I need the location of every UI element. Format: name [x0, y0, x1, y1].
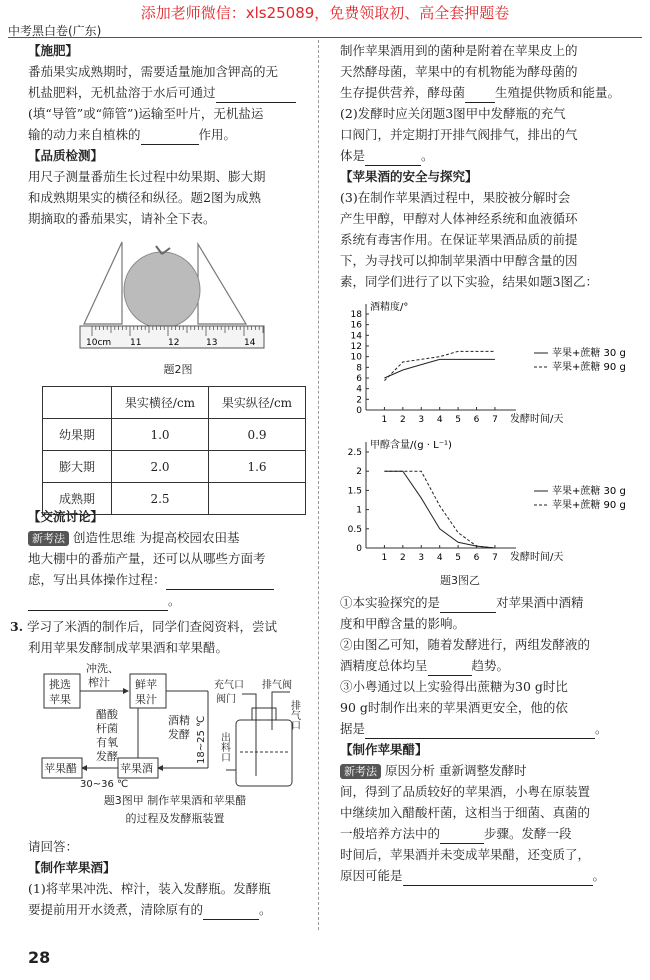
x-tick-label: 1: [381, 415, 388, 425]
right-col-bottom: [340, 592, 638, 886]
q3r-line: 产生甲醇，甲醇对人体神经系统和血液循环: [340, 211, 578, 226]
series-line: [384, 351, 495, 380]
y-tick-label: 8: [356, 363, 362, 374]
y-axis-label: 甲醇含量/(g · L⁻¹): [370, 440, 452, 451]
svg-text:排气口: 排气口: [288, 700, 300, 730]
x-tick-label: 6: [473, 553, 480, 563]
x-tick-label: 1: [381, 553, 388, 563]
svg-text:苹果醋: 苹果醋: [44, 762, 77, 775]
q3r-line: 系统有毒害作用。在保证苹果酒品质的前提: [340, 232, 578, 247]
left-col-top: [28, 40, 310, 229]
y-tick-label: 10: [350, 352, 362, 363]
y-tick-label: 2.5: [347, 448, 362, 458]
exchange-title: 【交流讨论】: [28, 509, 104, 524]
step-wash: 冲洗、: [86, 662, 119, 675]
safety-title: 【苹果酒的安全与探究】: [340, 169, 478, 184]
make-wine-title: 【制作苹果酒】: [28, 860, 116, 875]
y-tick-label: 0: [356, 544, 362, 554]
svg-text:榨汁: 榨汁: [88, 676, 110, 689]
table-cell: 2.0: [112, 451, 209, 483]
alcohol-chart: [338, 298, 638, 434]
new-method-badge: 新考法: [340, 764, 381, 779]
y-tick-label: 0.5: [347, 524, 362, 535]
q4-line: 中继续加入醋酸杆菌，这相当于细菌、真菌的: [340, 805, 591, 820]
y-tick-label: 12: [350, 342, 362, 352]
series-line: [384, 471, 495, 548]
q3-line: 利用苹果发酵制成苹果酒和苹果醋。: [28, 640, 229, 655]
quality-line: 期摘取的番茄果实，请补全下表。: [28, 211, 216, 226]
ruler-label: 13: [206, 338, 218, 348]
q4-line: 时间后，苹果酒并未变成苹果醋，还变质了，: [340, 847, 591, 862]
temp-vinegar: 30~36 ℃: [80, 779, 129, 788]
y-tick-label: 14: [350, 331, 362, 342]
svg-text:出料口: 出料口: [218, 732, 230, 762]
answer-blank[interactable]: [440, 829, 484, 844]
step-ferment: 醋酸: [96, 708, 118, 721]
answer-blank[interactable]: [465, 88, 495, 103]
temp-wine: 18~25 ℃: [196, 715, 207, 764]
table-row: [43, 387, 306, 419]
table-row: [43, 419, 306, 451]
legend-label: 苹果+蔗糖 30 g: [552, 348, 626, 359]
answer-blank[interactable]: [28, 596, 168, 611]
svg-text:发酵: 发酵: [96, 750, 118, 763]
answer-blank[interactable]: [440, 598, 496, 613]
answer-prompt: 请回答：: [28, 839, 79, 854]
ruler-label: 14: [244, 338, 256, 348]
ruler-label: 10cm: [86, 338, 112, 348]
table-cell: 2.5: [112, 483, 209, 515]
fig3a-caption-line: 的过程及发酵瓶装置: [125, 812, 225, 825]
table-cell: 幼果期: [43, 419, 112, 451]
svg-text:鲜苹: 鲜苹: [135, 678, 157, 691]
legend-label: 苹果+蔗糖 90 g: [552, 500, 626, 511]
left-col-mid: [28, 506, 310, 611]
fig2-caption: 题2图: [163, 363, 193, 376]
q3r-line: 下，为寻找可以抑制苹果酒中甲醇含量的因: [340, 253, 578, 268]
x-tick-label: 5: [455, 553, 461, 563]
table-row: [43, 451, 306, 483]
y-tick-label: 6: [356, 374, 362, 384]
exchange-line: 新考法 创造性思维 为提高校园农田基: [28, 527, 310, 548]
q1-line: (1)将苹果冲洗、榨汁，装入发酵瓶。发酵瓶: [28, 881, 271, 896]
y-tick-label: 16: [350, 320, 362, 331]
new-method-badge: 新考法: [28, 531, 69, 546]
quality-line: 和成熟期果实的横径和纵径。题2图为成熟: [28, 190, 261, 205]
answer-blank[interactable]: [403, 871, 593, 886]
answer-blank[interactable]: [428, 661, 472, 676]
x-tick-label: 7: [492, 553, 498, 563]
x-axis-label: 发酵时间/天: [510, 414, 564, 425]
table-cell: 成熟期: [43, 483, 112, 515]
s1-line: ①本实验探究的是 对苹果酒中酒精: [340, 592, 638, 613]
question-number: 3.: [10, 619, 24, 634]
column-divider: [318, 40, 319, 930]
table-header: 果实横径/cm: [112, 387, 209, 419]
methanol-chart: [338, 436, 638, 572]
fermentation-bottle: [226, 692, 292, 786]
q3-line: 3. 学习了米酒的制作后，同学们查阅资料，尝试: [10, 619, 278, 634]
table-header: 果实纵径/cm: [209, 387, 306, 419]
right-line: 天然酵母菌，苹果中的有机物能为酵母菌的: [340, 64, 578, 79]
svg-text:杆菌: 杆菌: [96, 722, 118, 735]
s3-line: ③小粤通过以上实验得出蔗糖为30 g时比: [340, 679, 568, 694]
legend-label: 苹果+蔗糖 90 g: [552, 362, 626, 373]
right-line: 生存提供营养，酵母菌 生殖提供物质和能量。: [340, 82, 638, 103]
x-tick-label: 4: [436, 553, 443, 563]
svg-text:有氧: 有氧: [96, 736, 118, 749]
fig3b-caption: 题3图乙: [440, 574, 480, 587]
svg-text:果汁: 果汁: [135, 693, 157, 706]
y-tick-label: 0: [356, 406, 362, 416]
right-col-top: [340, 40, 638, 292]
q4-line: 新考法 原因分析 重新调整发酵时: [340, 760, 638, 781]
fertilize-line: 番茄果实成熟期时，需要适量施加含钾高的无: [28, 64, 279, 79]
answer-blank[interactable]: [365, 724, 595, 739]
table-cell: 1.0: [112, 419, 209, 451]
fig3a-caption: [40, 792, 310, 828]
y-tick-label: 2: [356, 395, 362, 406]
q1-line: 要提前用开水烫煮，清除原有的 。: [28, 899, 310, 920]
vinegar-title: 【制作苹果醋】: [340, 742, 428, 757]
page-number: 28: [28, 948, 51, 967]
x-axis-label: 发酵时间/天: [510, 552, 564, 563]
fertilize-line: 机盐肥料，无机盐溶于水后可通过: [28, 82, 310, 103]
x-tick-label: 3: [418, 415, 425, 425]
q4-line: 一般培养方法中的 步骤。发酵一段: [340, 823, 638, 844]
q2-line: 体是 。: [340, 145, 638, 166]
table-cell: 0.9: [209, 419, 306, 451]
fertilize-title: 【施肥】: [28, 43, 79, 58]
promo-banner: 添加老师微信：xls25089，免费领取初、高全套押题卷: [140, 4, 510, 22]
table-header: [43, 387, 112, 419]
answer-blank[interactable]: [203, 905, 259, 920]
y-tick-label: 18: [350, 310, 362, 320]
y-axis-label: 酒精度/°: [370, 302, 409, 313]
q2-line: (2)发酵时应关闭题3图甲中发酵瓶的充气: [340, 106, 566, 121]
svg-text:充气口: 充气口: [214, 680, 244, 691]
legend-label: 苹果+蔗糖 30 g: [552, 486, 626, 497]
x-tick-label: 7: [492, 415, 498, 425]
triangle-ruler-right: [198, 244, 246, 324]
y-tick-label: 4: [356, 384, 362, 395]
tomato-ruler-figure: [78, 232, 278, 358]
exchange-line: 地大棚中的番茄产量，还可以从哪些方面考: [28, 551, 266, 566]
s2-line: 酒精度总体均呈 趋势。: [340, 655, 638, 676]
answer-blank[interactable]: [365, 151, 421, 166]
y-tick-label: 1.5: [347, 486, 362, 497]
left-col-bottom: [28, 836, 310, 920]
svg-text:酒精: 酒精: [168, 714, 190, 727]
fertilize-line: (填“导管”或“筛管”)运输至叶片，无机盐运: [28, 106, 264, 121]
answer-blank[interactable]: [216, 88, 296, 103]
s3-line: 据是 。: [340, 718, 638, 739]
header-rule: [8, 37, 642, 38]
x-tick-label: 2: [399, 553, 406, 563]
x-tick-label: 6: [473, 415, 480, 425]
fermentation-flow-diagram: [36, 660, 312, 788]
fruit-diameter-table: [42, 386, 306, 515]
series-line: [384, 471, 495, 548]
x-tick-label: 2: [399, 415, 406, 425]
ruler-label: 12: [168, 338, 180, 348]
question-3-intro: [10, 616, 310, 658]
s3-line: 90 g时制作出来的苹果酒更安全，他的依: [340, 700, 568, 715]
table-cell: 1.6: [209, 451, 306, 483]
q3r-line: (3)在制作苹果酒过程中，果胶被分解时会: [340, 190, 571, 205]
svg-text:挑选: 挑选: [49, 678, 71, 691]
svg-text:苹果酒: 苹果酒: [120, 762, 153, 775]
answer-blank[interactable]: [166, 575, 274, 590]
q2-line: 口阀门，并定期打开排气阀排气，排出的气: [340, 127, 578, 142]
fig3a-caption-line: 题3图甲 制作苹果酒和苹果醋: [103, 794, 247, 807]
svg-text:发酵: 发酵: [168, 728, 190, 741]
svg-text:苹果: 苹果: [49, 693, 71, 706]
exchange-line: 。: [28, 590, 310, 611]
s2-line: ②由图乙可知，随着发酵进行，两组发酵液的: [340, 637, 591, 652]
triangle-ruler-left: [84, 242, 122, 324]
svg-text:阀门: 阀门: [216, 694, 236, 705]
x-tick-label: 5: [455, 415, 461, 425]
x-tick-label: 4: [436, 415, 443, 425]
running-header: 中考黑白卷(广东): [8, 24, 102, 38]
x-tick-label: 3: [418, 553, 425, 563]
quality-title: 【品质检测】: [28, 148, 104, 163]
exchange-line: 虑，写出具体操作过程：: [28, 569, 310, 590]
quality-line: 用尺子测量番茄生长过程中幼果期、膨大期: [28, 169, 266, 184]
series-line: [384, 359, 495, 378]
fertilize-line: 输的动力来自植株的 作用。: [28, 124, 310, 145]
right-line: 制作苹果酒用到的菌种是附着在苹果皮上的: [340, 43, 578, 58]
svg-text:排气阀: 排气阀: [262, 680, 292, 691]
s1-line: 度和甲醇含量的影响。: [340, 616, 466, 631]
table-cell: 膨大期: [43, 451, 112, 483]
q4-line: 间，得到了品质较好的苹果酒，小粤在原装置: [340, 784, 591, 799]
q4-line: 原因可能是 。: [340, 865, 638, 886]
ruler-label: 11: [130, 338, 142, 348]
answer-blank[interactable]: [141, 130, 199, 145]
y-tick-label: 1: [356, 505, 362, 516]
y-tick-label: 2: [356, 467, 362, 478]
q3r-line: 素，同学们进行了以下实验，结果如题3图乙：: [340, 274, 598, 289]
